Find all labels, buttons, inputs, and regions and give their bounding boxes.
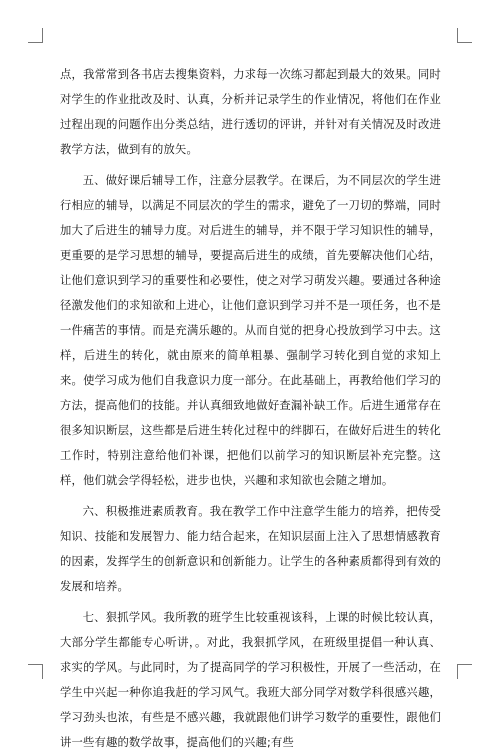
crop-mark-top-right [457,28,472,43]
crop-mark-bottom-left [28,664,43,679]
paragraph-continuation: 点，我常常到各书店去搜集资料，力求每一次练习都起到最大的效果。同时对学生的作业批改及时、认真，分析并记录学生的作业情况，将他们在作业过程出现的问题作出分类总结，进行透切的评讲，并针对有关情况及时改进教学方法，做到有的放矢。 [60,68,441,156]
document-body [60,62,441,755]
paragraph-quality-education: 六、积极推进素质教育。我在教学工作中注意学生能力的培养，把传受知识、技能和发展智力、能力结合起来，在知识层面上注入了思想情感教育的因素，发挥学生的创新意识和创新能力。让学生的各种素质都得到有效的发展和培养。 [60,505,441,593]
crop-mark-bottom-right [457,664,472,679]
paragraph-study-style: 七、狠抓学风。我所教的班学生比较重视该科，上课的时候比较认真，大部分学生都能专心听讲，。对此，我狠抓学风，在班级里提倡一种认真、求实的学风。与此同时，为了提高同学的学习积极性，开展了一些活动，在学生中兴起一种你追我赶的学习风气。我班大部分同学对数学科很感兴趣，学习劲头也浓，有些是不感兴趣，我就跟他们讲学习数学的重要性，跟他们讲一些有趣的数学故事，提高他们的兴趣;有些 [60,611,441,749]
crop-mark-top-left [28,28,43,43]
paragraph-tutoring: 五、做好课后辅导工作，注意分层教学。在课后，为不同层次的学生进行相应的辅导，以满足不同层次的学生的需求，避免了一刀切的弊端，同时加大了后进生的辅导力度。对后进生的辅导，并不限于学习知识性的辅导，更重要的是学习思想的辅导，要提高后进生的成绩，首先要解决他们心结，让他们意识到学习的重要性和必要性，使之对学习萌发兴趣。要通过各种途径激发他们的求知欲和上进心，让他们意识到学习并不是一项任务，也不是一件痛苦的事情。而是充满乐趣的。从而自觉的把身心投放到学习中去。这样，后进生的转化，就由原来的简单粗暴、强制学习转化到自觉的求知上来。使学习成为他们自我意识力度一部分。在此基础上，再教给他们学习的方法，提高他们的技能。并认真细致地做好查漏补缺工作。后进生通常存在很多知识断层，这些都是后进生转化过程中的绊脚石，在做好后进生的转化工作时，特别注意给他们补课，把他们以前学习的知识断层补充完整。这样，他们就会学得轻松，进步也快，兴趣和求知欲也会随之增加。 [60,174,441,487]
